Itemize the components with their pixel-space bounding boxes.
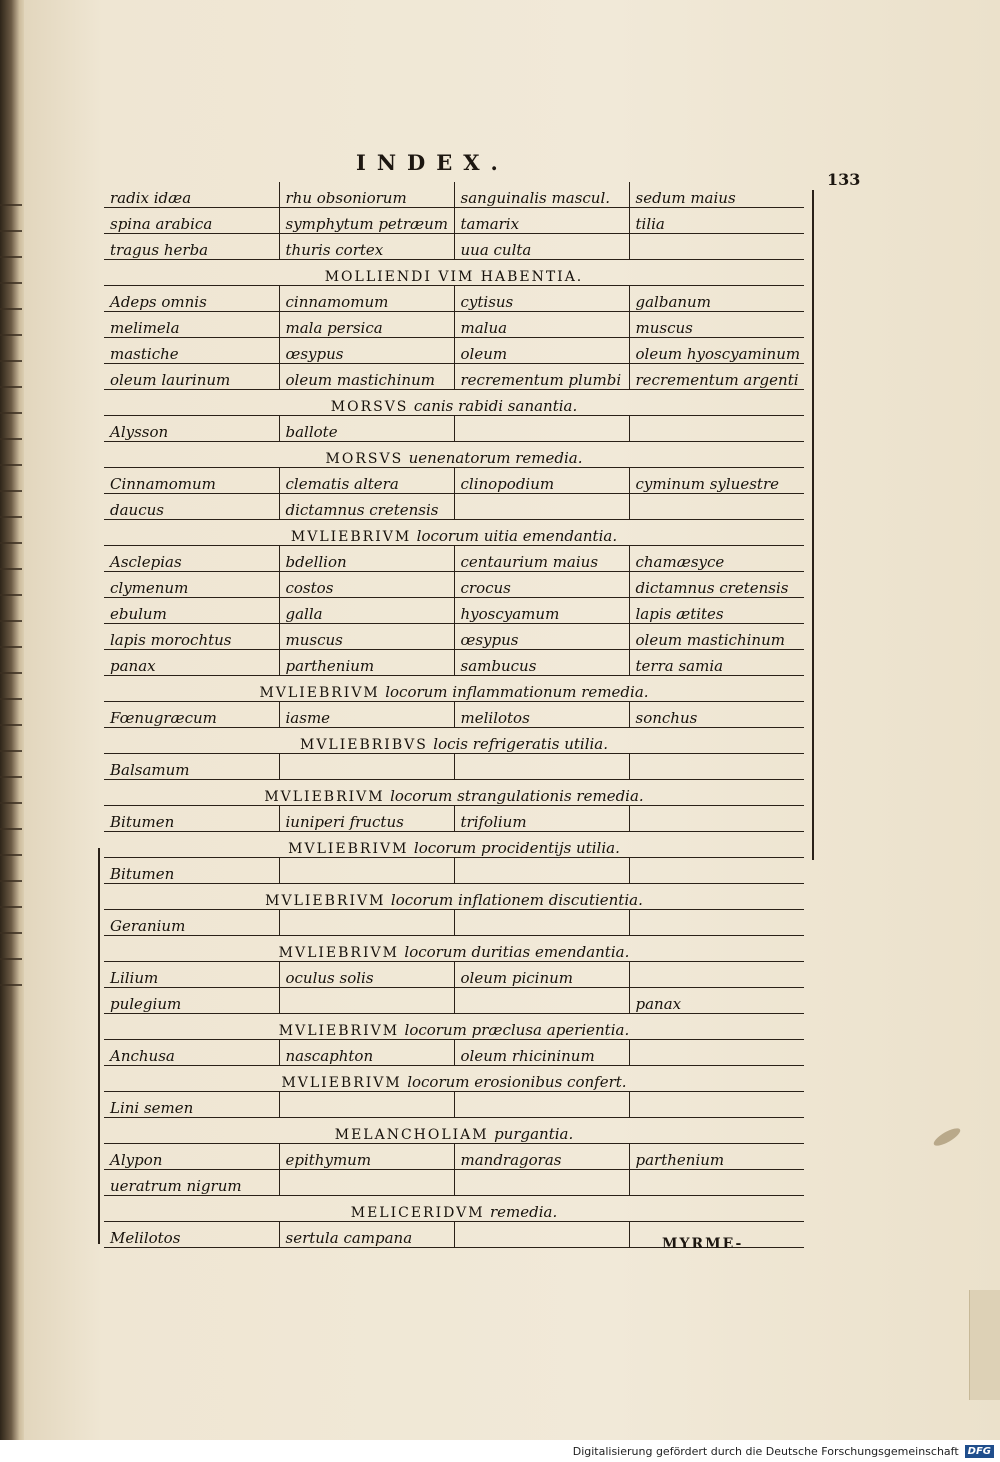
index-entry-cell bbox=[629, 754, 804, 780]
index-entry-cell: Melilotos bbox=[104, 1222, 279, 1248]
section-heading-row bbox=[104, 832, 804, 858]
index-entry-cell: parthenium bbox=[279, 650, 454, 676]
section-heading-caps: MVLIEBRIVM bbox=[265, 893, 386, 909]
index-entry-cell bbox=[454, 494, 629, 520]
index-entry-cell bbox=[629, 1170, 804, 1196]
facing-page-ruling bbox=[0, 180, 22, 1000]
index-entry-cell: spina arabica bbox=[104, 208, 279, 234]
section-heading-caps: MVLIEBRIVM bbox=[290, 529, 412, 545]
section-heading-caps: MORSVS bbox=[330, 399, 409, 415]
table-row bbox=[104, 806, 804, 832]
section-heading bbox=[104, 936, 804, 962]
section-heading-text: canis rabidi sanantia. bbox=[413, 397, 578, 415]
section-heading-text: locorum inflationem discutientia. bbox=[390, 891, 643, 909]
section-heading bbox=[104, 1066, 804, 1092]
index-entry-cell: ueratrum nigrum bbox=[104, 1170, 279, 1196]
index-entry-cell: melimela bbox=[104, 312, 279, 338]
index-entry-cell bbox=[629, 1092, 804, 1118]
index-entry-cell: epithymum bbox=[279, 1144, 454, 1170]
section-heading-row bbox=[104, 884, 804, 910]
index-entry-cell bbox=[454, 858, 629, 884]
index-entry-cell: clinopodium bbox=[454, 468, 629, 494]
index-entry-cell: clematis altera bbox=[279, 468, 454, 494]
section-heading-text: locorum strangulationis remedia. bbox=[390, 787, 644, 805]
index-entry-cell: Adeps omnis bbox=[104, 286, 279, 312]
index-entry-cell: iasme bbox=[279, 702, 454, 728]
index-entry-cell: mandragoras bbox=[454, 1144, 629, 1170]
index-entry-cell bbox=[629, 1040, 804, 1066]
index-entry-cell: recrementum argenti bbox=[629, 364, 804, 390]
index-entry-cell bbox=[629, 494, 804, 520]
section-heading bbox=[104, 442, 804, 468]
index-entry-cell bbox=[629, 234, 804, 260]
section-heading bbox=[104, 260, 804, 286]
section-heading bbox=[104, 520, 804, 546]
index-entry-cell bbox=[279, 988, 454, 1014]
section-heading-caps: MVLIEBRIBVS bbox=[299, 737, 428, 753]
index-entry-cell: ebulum bbox=[104, 598, 279, 624]
index-entry-cell: cinnamomum bbox=[279, 286, 454, 312]
section-heading bbox=[104, 728, 804, 754]
index-entry-cell: crocus bbox=[454, 572, 629, 598]
table-frame-right bbox=[812, 190, 814, 860]
table-row bbox=[104, 962, 804, 988]
index-entry-cell: Bitumen bbox=[104, 858, 279, 884]
section-heading-row bbox=[104, 1196, 804, 1222]
index-entry-cell: dictamnus cretensis bbox=[629, 572, 804, 598]
dfg-logo[interactable]: DFG bbox=[965, 1445, 994, 1458]
index-entry-cell: Balsamum bbox=[104, 754, 279, 780]
section-heading-text: locorum præclusa aperientia. bbox=[404, 1021, 630, 1039]
section-heading bbox=[104, 390, 804, 416]
section-heading-text: locorum duritias emendantia. bbox=[404, 943, 630, 961]
table-row bbox=[104, 312, 804, 338]
index-entry-cell: malua bbox=[454, 312, 629, 338]
index-entry-cell bbox=[629, 416, 804, 442]
index-entry-cell: panax bbox=[104, 650, 279, 676]
section-heading-caps: MVLIEBRIVM bbox=[278, 1023, 400, 1039]
section-heading bbox=[104, 1196, 804, 1222]
index-entry-cell: lapis ætites bbox=[629, 598, 804, 624]
index-entry-cell: oleum hyoscyaminum bbox=[629, 338, 804, 364]
index-entry-cell: Lini semen bbox=[104, 1092, 279, 1118]
section-heading-row bbox=[104, 936, 804, 962]
section-heading-text: locorum inflammationum remedia. bbox=[385, 683, 649, 701]
index-entry-cell: sambucus bbox=[454, 650, 629, 676]
table-row bbox=[104, 988, 804, 1014]
section-heading bbox=[104, 1118, 804, 1144]
index-entry-cell: Asclepias bbox=[104, 546, 279, 572]
section-heading bbox=[104, 832, 804, 858]
table-row bbox=[104, 208, 804, 234]
index-entry-cell bbox=[279, 910, 454, 936]
table-row bbox=[104, 494, 804, 520]
index-entry-cell bbox=[629, 858, 804, 884]
index-entry-cell: sonchus bbox=[629, 702, 804, 728]
index-entry-cell: tamarix bbox=[454, 208, 629, 234]
index-entry-cell: tilia bbox=[629, 208, 804, 234]
index-entry-cell: oculus solis bbox=[279, 962, 454, 988]
table-row bbox=[104, 650, 804, 676]
table-row bbox=[104, 572, 804, 598]
index-entry-cell: terra samia bbox=[629, 650, 804, 676]
digitization-footer bbox=[0, 1440, 1000, 1462]
index-entry-cell: iuniperi fructus bbox=[279, 806, 454, 832]
index-entry-cell: tragus herba bbox=[104, 234, 279, 260]
index-entry-cell: radix idæa bbox=[104, 182, 279, 208]
table-row bbox=[104, 1144, 804, 1170]
index-entry-cell: galbanum bbox=[629, 286, 804, 312]
index-entry-cell: oleum rhicininum bbox=[454, 1040, 629, 1066]
table-row bbox=[104, 468, 804, 494]
section-heading-row bbox=[104, 1118, 804, 1144]
section-heading-caps: MELANCHOLIAM bbox=[334, 1127, 489, 1143]
section-heading-caps: MOLLIENDI VIM HABENTIA. bbox=[324, 269, 584, 285]
index-entry-cell: ballote bbox=[279, 416, 454, 442]
index-entry-cell: centaurium maius bbox=[454, 546, 629, 572]
index-entry-cell bbox=[279, 754, 454, 780]
index-entry-cell: sertula campana bbox=[279, 1222, 454, 1248]
index-entry-cell: oleum bbox=[454, 338, 629, 364]
table-row bbox=[104, 1040, 804, 1066]
section-heading-caps: MELICERIDVM bbox=[350, 1205, 485, 1221]
index-entry-cell: muscus bbox=[629, 312, 804, 338]
table-row bbox=[104, 702, 804, 728]
section-heading-row bbox=[104, 780, 804, 806]
index-entry-cell: mastiche bbox=[104, 338, 279, 364]
index-entry-cell: Cinnamomum bbox=[104, 468, 279, 494]
footer-text: Digitalisierung gefördert durch die Deutsche Forschungsgemeinschaft bbox=[572, 1444, 959, 1458]
table-row bbox=[104, 754, 804, 780]
index-entry-cell: Fœnugræcum bbox=[104, 702, 279, 728]
table-row bbox=[104, 364, 804, 390]
section-heading-caps: MORSVS bbox=[325, 451, 404, 467]
index-entry-cell bbox=[454, 416, 629, 442]
running-header: INDEX. bbox=[356, 150, 509, 175]
section-heading-row bbox=[104, 676, 804, 702]
index-entry-cell: daucus bbox=[104, 494, 279, 520]
section-heading-text: purgantia. bbox=[494, 1125, 574, 1143]
index-entry-cell: hyoscyamum bbox=[454, 598, 629, 624]
index-entry-cell: muscus bbox=[279, 624, 454, 650]
section-heading-row bbox=[104, 520, 804, 546]
section-heading bbox=[104, 1014, 804, 1040]
table-row bbox=[104, 416, 804, 442]
table-row bbox=[104, 338, 804, 364]
index-entry-cell bbox=[454, 1092, 629, 1118]
index-entry-cell: rhu obsoniorum bbox=[279, 182, 454, 208]
table-row bbox=[104, 624, 804, 650]
index-entry-cell: panax bbox=[629, 988, 804, 1014]
index-entry-cell bbox=[454, 910, 629, 936]
index-entry-cell: thuris cortex bbox=[279, 234, 454, 260]
index-entry-cell: Geranium bbox=[104, 910, 279, 936]
section-heading bbox=[104, 676, 804, 702]
index-entry-cell: dictamnus cretensis bbox=[279, 494, 454, 520]
index-entry-cell: Bitumen bbox=[104, 806, 279, 832]
catchword: MYRME- bbox=[662, 1236, 744, 1252]
table-row bbox=[104, 1170, 804, 1196]
index-entry-cell: sedum maius bbox=[629, 182, 804, 208]
index-entry-cell: nascaphton bbox=[279, 1040, 454, 1066]
index-entry-cell: Lilium bbox=[104, 962, 279, 988]
table-row bbox=[104, 1092, 804, 1118]
section-heading bbox=[104, 780, 804, 806]
index-entry-cell: cyminum syluestre bbox=[629, 468, 804, 494]
index-entry-cell: oleum mastichinum bbox=[629, 624, 804, 650]
index-entry-cell bbox=[454, 988, 629, 1014]
index-entry-cell: bdellion bbox=[279, 546, 454, 572]
section-heading bbox=[104, 884, 804, 910]
section-heading-caps: MVLIEBRIVM bbox=[278, 945, 399, 961]
table-row bbox=[104, 234, 804, 260]
index-entry-cell: oleum mastichinum bbox=[279, 364, 454, 390]
page-edge-tab bbox=[969, 1290, 1000, 1400]
index-entry-cell: oleum picinum bbox=[454, 962, 629, 988]
index-entry-cell: Anchusa bbox=[104, 1040, 279, 1066]
index-entry-cell: galla bbox=[279, 598, 454, 624]
index-entry-cell bbox=[279, 858, 454, 884]
table-row bbox=[104, 598, 804, 624]
index-entry-cell: Alypon bbox=[104, 1144, 279, 1170]
section-heading-row bbox=[104, 1014, 804, 1040]
section-heading-text: locorum procidentijs utilia. bbox=[413, 839, 620, 857]
section-heading-caps: MVLIEBRIVM bbox=[264, 789, 385, 805]
page-number: 133 bbox=[827, 170, 861, 189]
section-heading-row bbox=[104, 1066, 804, 1092]
index-entry-cell bbox=[279, 1170, 454, 1196]
index-entry-cell: uua culta bbox=[454, 234, 629, 260]
index-entry-cell: mala persica bbox=[279, 312, 454, 338]
index-entry-cell: œsypus bbox=[279, 338, 454, 364]
index-entry-cell bbox=[629, 910, 804, 936]
index-entry-cell bbox=[629, 962, 804, 988]
index-entry-cell bbox=[279, 1092, 454, 1118]
index-entry-cell: parthenium bbox=[629, 1144, 804, 1170]
table-row bbox=[104, 858, 804, 884]
index-entry-cell: symphytum petræum bbox=[279, 208, 454, 234]
section-heading-row bbox=[104, 260, 804, 286]
index-entry-cell: clymenum bbox=[104, 572, 279, 598]
index-entry-cell: Alysson bbox=[104, 416, 279, 442]
table-row bbox=[104, 546, 804, 572]
index-entry-cell bbox=[454, 1222, 629, 1248]
section-heading-text: locis refrigeratis utilia. bbox=[433, 735, 609, 753]
section-heading-row bbox=[104, 442, 804, 468]
section-heading-caps: MVLIEBRIVM bbox=[288, 841, 409, 857]
index-entry-cell bbox=[629, 806, 804, 832]
index-entry-cell: pulegium bbox=[104, 988, 279, 1014]
index-entry-cell: cytisus bbox=[454, 286, 629, 312]
index-entry-cell: œsypus bbox=[454, 624, 629, 650]
index-entry-cell: chamæsyce bbox=[629, 546, 804, 572]
section-heading-caps: MVLIEBRIVM bbox=[259, 685, 380, 701]
section-heading-text: uenenatorum remedia. bbox=[408, 449, 583, 467]
index-entry-cell: oleum laurinum bbox=[104, 364, 279, 390]
section-heading-row bbox=[104, 390, 804, 416]
index-entry-cell: lapis morochtus bbox=[104, 624, 279, 650]
section-heading-row bbox=[104, 728, 804, 754]
table-row bbox=[104, 182, 804, 208]
table-row bbox=[104, 286, 804, 312]
index-entry-cell: trifolium bbox=[454, 806, 629, 832]
index-entry-cell: sanguinalis mascul. bbox=[454, 182, 629, 208]
table-row bbox=[104, 910, 804, 936]
index-entry-cell: recrementum plumbi bbox=[454, 364, 629, 390]
section-heading-text: locorum erosionibus confert. bbox=[407, 1073, 627, 1091]
index-table bbox=[104, 182, 804, 1248]
index-entry-cell bbox=[454, 754, 629, 780]
index-entry-cell bbox=[454, 1170, 629, 1196]
index-entry-cell: costos bbox=[279, 572, 454, 598]
section-heading-caps: MVLIEBRIVM bbox=[281, 1075, 402, 1091]
table-frame-left bbox=[98, 848, 100, 1244]
section-heading-text: locorum uitia emendantia. bbox=[416, 527, 618, 545]
section-heading-text: remedia. bbox=[490, 1203, 558, 1221]
index-entry-cell: melilotos bbox=[454, 702, 629, 728]
